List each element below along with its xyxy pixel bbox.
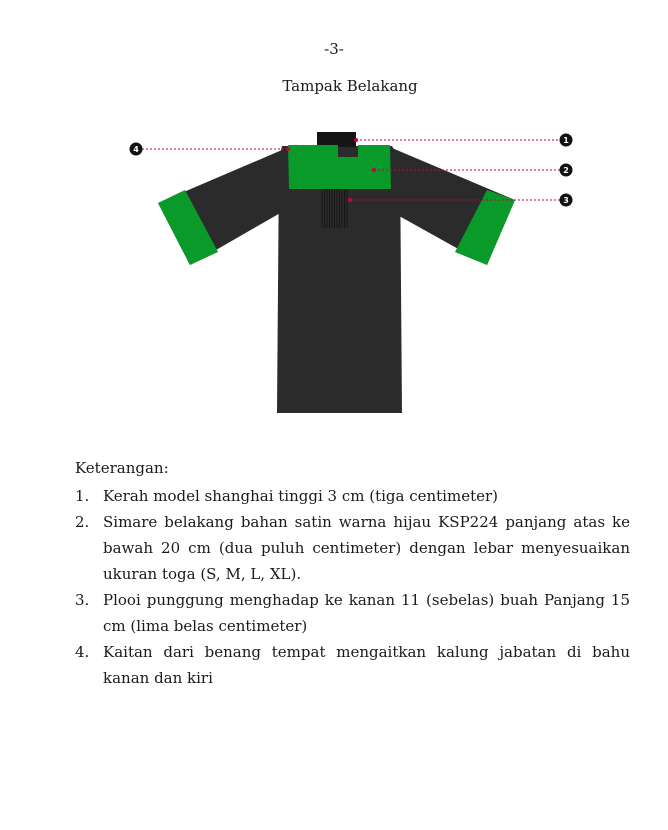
- list-item: [75, 509, 630, 587]
- item-number: 2.: [75, 513, 90, 531]
- notes-list: [75, 483, 630, 691]
- item-number: 1.: [75, 487, 90, 505]
- item-text: Plooi punggung menghadap ke kanan 11 (sebelas) buah Panjang 15 cm (lima belas centimeter): [103, 591, 630, 635]
- marker-3: [560, 194, 573, 207]
- graduation-gown-back-view-icon: [95, 110, 605, 420]
- item-number: 4.: [75, 643, 90, 661]
- list-item: [75, 483, 630, 509]
- item-text: Simare belakang bahan satin warna hijau KSP224 panjang atas ke bawah 20 cm (dua puluh centimeter) dengan lebar menyesuaikan ukuran toga (S, M, L, XL).: [103, 513, 630, 583]
- notes-section: [75, 455, 630, 691]
- list-item: [75, 639, 630, 691]
- shanghai-collar: [317, 132, 356, 147]
- svg-text:3: 3: [563, 196, 569, 205]
- notes-heading: Keterangan:: [75, 459, 169, 477]
- svg-text:2: 2: [563, 166, 569, 175]
- marker-4: [130, 143, 143, 156]
- svg-text:1: 1: [563, 136, 569, 145]
- page-number: -3-: [324, 40, 344, 58]
- item-text: Kerah model shanghai tinggi 3 cm (tiga centimeter): [103, 487, 498, 505]
- marker-2: [560, 164, 573, 177]
- view-title: Tampak Belakang: [282, 77, 418, 95]
- gown-figure: [95, 110, 605, 420]
- list-item: [75, 587, 630, 639]
- item-text: Kaitan dari benang tempat mengaitkan kalung jabatan di bahu kanan dan kiri: [103, 643, 630, 687]
- item-number: 3.: [75, 591, 90, 609]
- svg-text:4: 4: [133, 145, 139, 154]
- marker-1: [560, 134, 573, 147]
